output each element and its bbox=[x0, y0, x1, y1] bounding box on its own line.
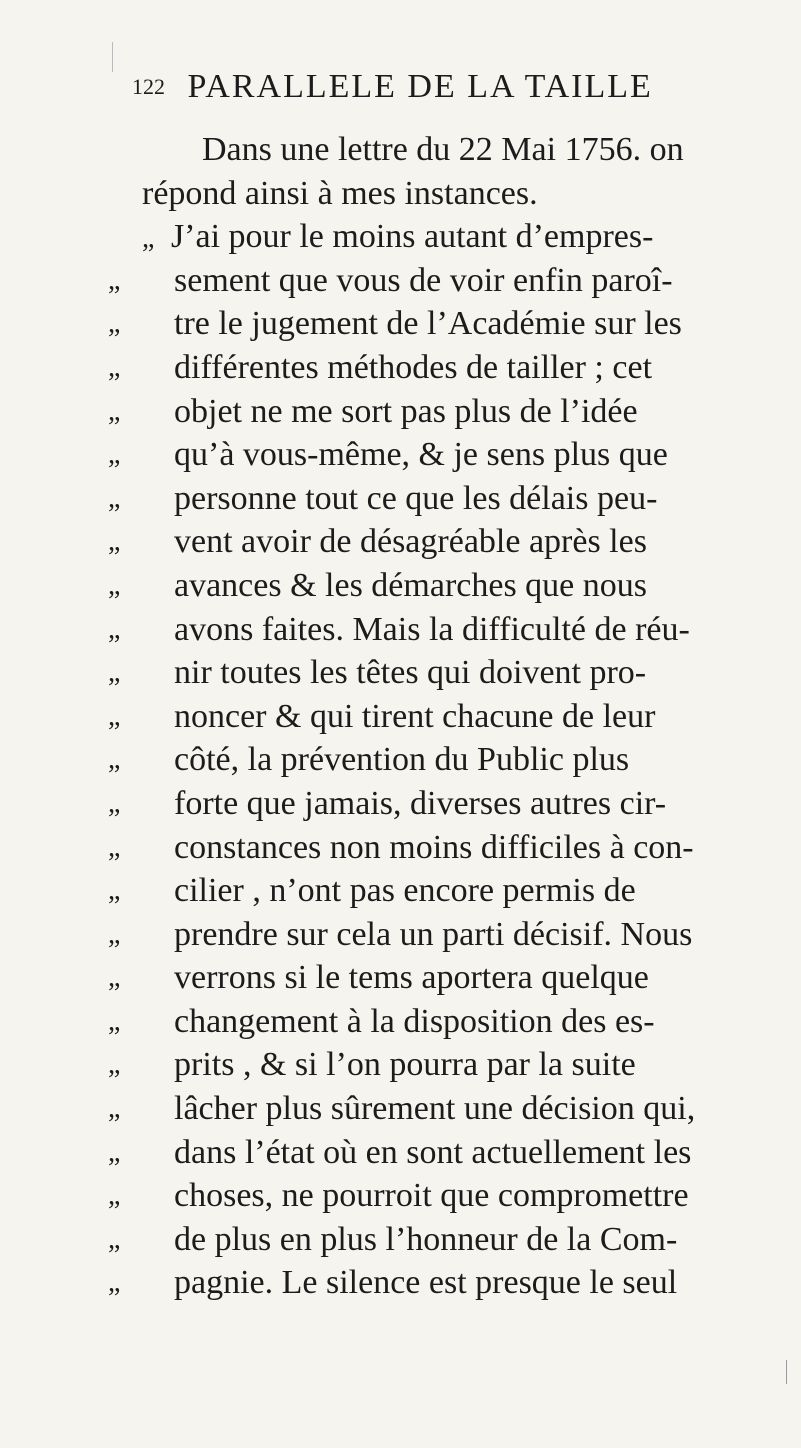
line-text: vent avoir de désagréable après les bbox=[174, 523, 647, 561]
line-text: objet ne me sort pas plus de l’idée bbox=[174, 392, 638, 430]
line-text: avances & les démarches que nous bbox=[174, 566, 647, 604]
text-line bbox=[142, 215, 702, 259]
line-text: différentes méthodes de tailler ; cet bbox=[174, 348, 653, 386]
text-line bbox=[108, 956, 702, 1000]
text-line bbox=[108, 1087, 702, 1131]
line-text: de plus en plus l’honneur de la Com- bbox=[174, 1220, 678, 1258]
line-text: sement que vous de voir enfin paroî- bbox=[174, 261, 673, 299]
page-edge-mark bbox=[786, 1360, 787, 1384]
text-line bbox=[108, 695, 702, 739]
quote-mark: „ bbox=[108, 482, 121, 514]
quote-mark: „ bbox=[108, 395, 121, 427]
line-text: prendre sur cela un parti décisif. Nous bbox=[174, 915, 693, 953]
text-line bbox=[142, 172, 702, 216]
quote-mark: „ bbox=[108, 526, 121, 558]
text-line bbox=[108, 1000, 702, 1044]
quote-mark: „ bbox=[108, 787, 121, 819]
body-text bbox=[108, 128, 702, 1305]
quote-mark: „ bbox=[108, 351, 121, 383]
text-line bbox=[108, 1261, 702, 1305]
line-text: noncer & qui tirent chacune de leur bbox=[174, 697, 656, 735]
quote-mark: „ bbox=[108, 264, 121, 296]
line-text: constances non moins difficiles à con- bbox=[174, 828, 694, 866]
quote-mark: „ bbox=[108, 613, 121, 645]
text-line bbox=[108, 913, 702, 957]
text-line bbox=[108, 1218, 702, 1262]
quote-mark: „ bbox=[108, 1267, 121, 1299]
text-line bbox=[108, 651, 702, 695]
line-text: nir toutes les têtes qui doivent pro- bbox=[174, 654, 647, 692]
text-line bbox=[108, 477, 702, 521]
line-text: forte que jamais, diverses autres cir- bbox=[174, 784, 667, 822]
page-number: 122 bbox=[132, 74, 165, 99]
quote-mark: „ bbox=[108, 744, 121, 776]
text-line bbox=[108, 869, 702, 913]
line-text: répond ainsi à mes instances. bbox=[142, 174, 538, 212]
text-line bbox=[108, 1174, 702, 1218]
line-text: cilier , n’ont pas encore permis de bbox=[174, 872, 636, 910]
text-line bbox=[108, 608, 702, 652]
running-header bbox=[132, 68, 692, 108]
quote-mark: „ bbox=[108, 875, 121, 907]
text-line bbox=[108, 433, 702, 477]
quote-mark: „ bbox=[108, 1223, 121, 1255]
line-text: lâcher plus sûrement une décision qui, bbox=[174, 1090, 696, 1128]
text-line bbox=[142, 128, 702, 172]
quote-mark: „ bbox=[108, 569, 121, 601]
text-line bbox=[108, 826, 702, 870]
quote-mark: „ bbox=[108, 962, 121, 994]
quote-mark: „ bbox=[108, 1136, 121, 1168]
running-title: PARALLELE DE LA TAILLE bbox=[187, 68, 653, 105]
quote-mark: „ bbox=[108, 439, 121, 471]
quote-mark: „ bbox=[108, 831, 121, 863]
line-text: changement à la disposition des es- bbox=[174, 1002, 655, 1040]
line-text: dans l’état où en sont actuellement les bbox=[174, 1133, 692, 1171]
text-line bbox=[108, 302, 702, 346]
line-text: choses, ne pourroit que compromettre bbox=[174, 1177, 689, 1215]
text-line bbox=[108, 390, 702, 434]
line-text: qu’à vous-même, & je sens plus que bbox=[174, 436, 668, 474]
quote-mark: „ bbox=[108, 308, 121, 340]
quote-mark: „ bbox=[108, 1093, 121, 1125]
text-line bbox=[108, 1131, 702, 1175]
quote-mark: „ bbox=[108, 1005, 121, 1037]
line-text: prits , & si l’on pourra par la suite bbox=[174, 1046, 636, 1084]
text-line bbox=[108, 346, 702, 390]
line-text: pagnie. Le silence est presque le seul bbox=[174, 1264, 678, 1302]
quote-mark: „ bbox=[108, 918, 121, 950]
page-edge-mark bbox=[112, 42, 121, 72]
text-line bbox=[108, 259, 702, 303]
line-text: avons faites. Mais la difficulté de réu- bbox=[174, 610, 690, 648]
quote-mark: „ bbox=[142, 223, 155, 255]
line-text: J’ai pour le moins autant d’empres- bbox=[170, 218, 654, 256]
text-line bbox=[108, 1043, 702, 1087]
line-text: verrons si le tems aportera quelque bbox=[174, 959, 649, 997]
text-line bbox=[108, 520, 702, 564]
quote-mark: „ bbox=[108, 1180, 121, 1212]
line-text: tre le jugement de l’Académie sur les bbox=[174, 305, 682, 343]
line-text: côté, la prévention du Public plus bbox=[174, 741, 630, 779]
quote-mark: „ bbox=[108, 700, 121, 732]
text-line bbox=[108, 782, 702, 826]
text-line bbox=[108, 738, 702, 782]
line-text: Dans une lettre du 22 Mai 1756. on bbox=[202, 131, 684, 168]
text-line bbox=[108, 564, 702, 608]
quote-mark: „ bbox=[108, 657, 121, 689]
quote-mark: „ bbox=[108, 1049, 121, 1081]
line-text: personne tout ce que les délais peu- bbox=[174, 479, 658, 517]
